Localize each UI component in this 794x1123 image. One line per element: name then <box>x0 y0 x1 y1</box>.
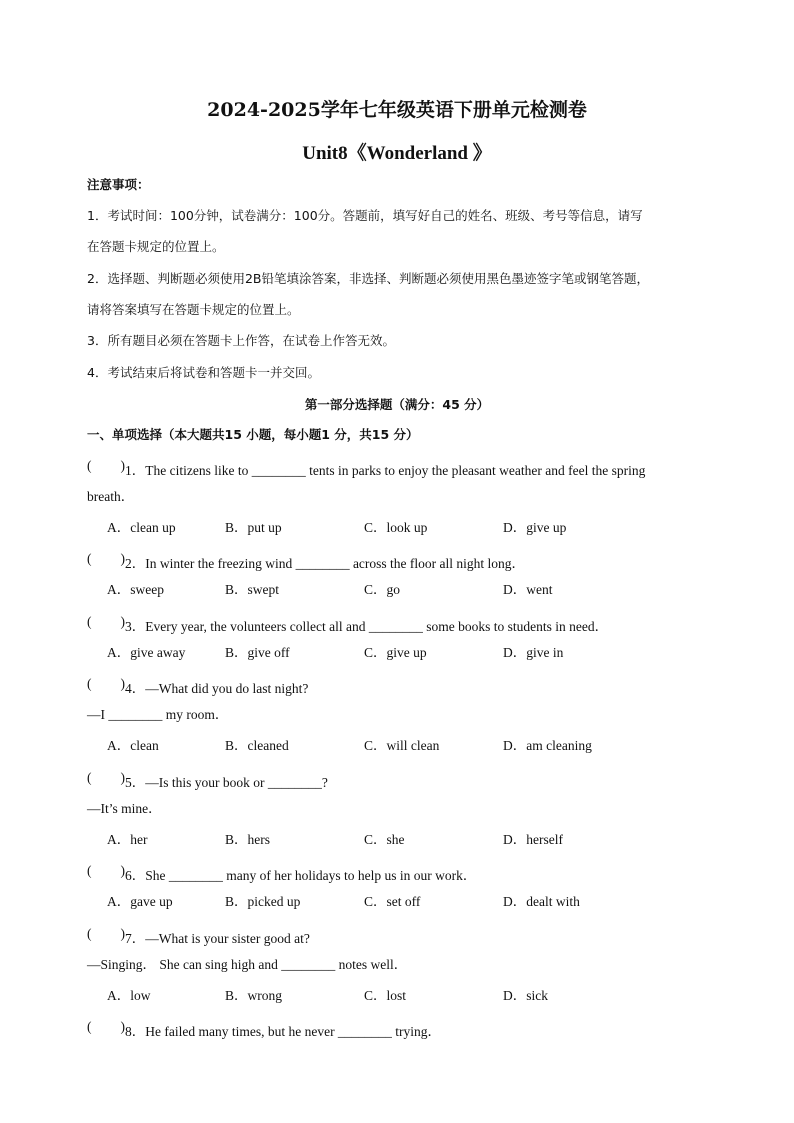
question-7 <box>87 925 310 948</box>
question-2 <box>87 550 525 573</box>
question-stem: 8．He failed many times, but he never ________ trying． <box>125 1024 442 1039</box>
note-line: 3．所有题目必须在答题卡上作答，在试卷上作答无效。 <box>87 333 395 348</box>
option-b: B．wrong <box>225 988 282 1003</box>
option-a: A．her <box>107 832 148 847</box>
option-a: A．clean up <box>107 520 176 535</box>
answer-blank[interactable]: ( ) <box>87 614 125 629</box>
question-stem: 1．The citizens like to ________ tents in parks to enjoy the pleasant weather and feel the spring <box>125 463 646 478</box>
option-c: C．lost <box>364 988 407 1003</box>
answer-blank[interactable]: ( ) <box>87 863 125 878</box>
option-c: C．look up <box>364 520 428 535</box>
question-5-continuation: —It’s mine． <box>87 801 162 816</box>
question-4-continuation: —I ________ my room． <box>87 707 229 722</box>
question-5 <box>87 769 328 792</box>
option-c: C．set off <box>364 894 421 909</box>
option-d: D．went <box>503 582 553 597</box>
answer-blank[interactable]: ( ) <box>87 926 125 941</box>
question-stem: 3．Every year, the volunteers collect all and ________ some books to students in need． <box>125 619 609 634</box>
question-stem: 5．—Is this your book or ________? <box>125 775 328 790</box>
option-a: A．give away <box>107 645 186 660</box>
question-stem: 4．—What did you do last night? <box>125 681 309 696</box>
option-a: A．low <box>107 988 151 1003</box>
section-heading: 一、单项选择（本大题共15 小题，每小题1 分，共15 分） <box>87 427 419 442</box>
question-stem: 6．She ________ many of her holidays to help us in our work． <box>125 868 477 883</box>
option-b: B．put up <box>225 520 282 535</box>
note-line: 在答题卡规定的位置上。 <box>87 239 225 254</box>
option-d: D．am cleaning <box>503 738 592 753</box>
option-d: D．give up <box>503 520 567 535</box>
option-d: D．herself <box>503 832 563 847</box>
part-heading: 第一部分选择题（满分：45 分） <box>304 397 490 412</box>
option-a: A．gave up <box>107 894 173 909</box>
notes-heading: 注意事项： <box>87 177 150 192</box>
page-subtitle: Unit8《Wonderland 》 <box>302 143 492 164</box>
page-title: 2024-2025学年七年级英语下册单元检测卷 <box>207 99 587 121</box>
option-d: D．give in <box>503 645 564 660</box>
question-3 <box>87 613 608 636</box>
answer-blank[interactable]: ( ) <box>87 1019 125 1034</box>
answer-blank[interactable]: ( ) <box>87 551 125 566</box>
answer-blank[interactable]: ( ) <box>87 676 125 691</box>
question-stem: 7．—What is your sister good at? <box>125 931 310 946</box>
option-c: C．go <box>364 582 401 597</box>
note-line: 4．考试结束后将试卷和答题卡一并交回。 <box>87 365 320 380</box>
note-line: 请将答案填写在答题卡规定的位置上。 <box>87 302 300 317</box>
question-1 <box>87 457 645 480</box>
option-a: A．clean <box>107 738 159 753</box>
option-c: C．she <box>364 832 405 847</box>
note-line: 2．选择题、判断题必须使用2B铅笔填涂答案，非选择、判断题必须使用黑色墨迹签字笔或钢笔答题， <box>87 271 649 286</box>
answer-blank[interactable]: ( ) <box>87 770 125 785</box>
question-7-continuation: —Singing． She can sing high and ________ notes well． <box>87 957 408 972</box>
option-b: B．give off <box>225 645 290 660</box>
option-d: D．dealt with <box>503 894 580 909</box>
option-c: C．give up <box>364 645 427 660</box>
option-a: A．sweep <box>107 582 164 597</box>
option-b: B．hers <box>225 832 270 847</box>
option-b: B．cleaned <box>225 738 289 753</box>
answer-blank[interactable]: ( ) <box>87 458 125 473</box>
question-1-continuation: breath． <box>87 489 135 504</box>
note-line: 1．考试时间：100分钟，试卷满分：100分。答题前，填写好自己的姓名、班级、考号等信息，请写 <box>87 208 643 223</box>
option-b: B．swept <box>225 582 279 597</box>
option-c: C．will clean <box>364 738 440 753</box>
question-6 <box>87 862 476 885</box>
option-b: B．picked up <box>225 894 301 909</box>
option-d: D．sick <box>503 988 548 1003</box>
question-4 <box>87 675 308 698</box>
question-8 <box>87 1018 441 1041</box>
question-stem: 2．In winter the freezing wind ________ across the floor all night long． <box>125 556 526 571</box>
